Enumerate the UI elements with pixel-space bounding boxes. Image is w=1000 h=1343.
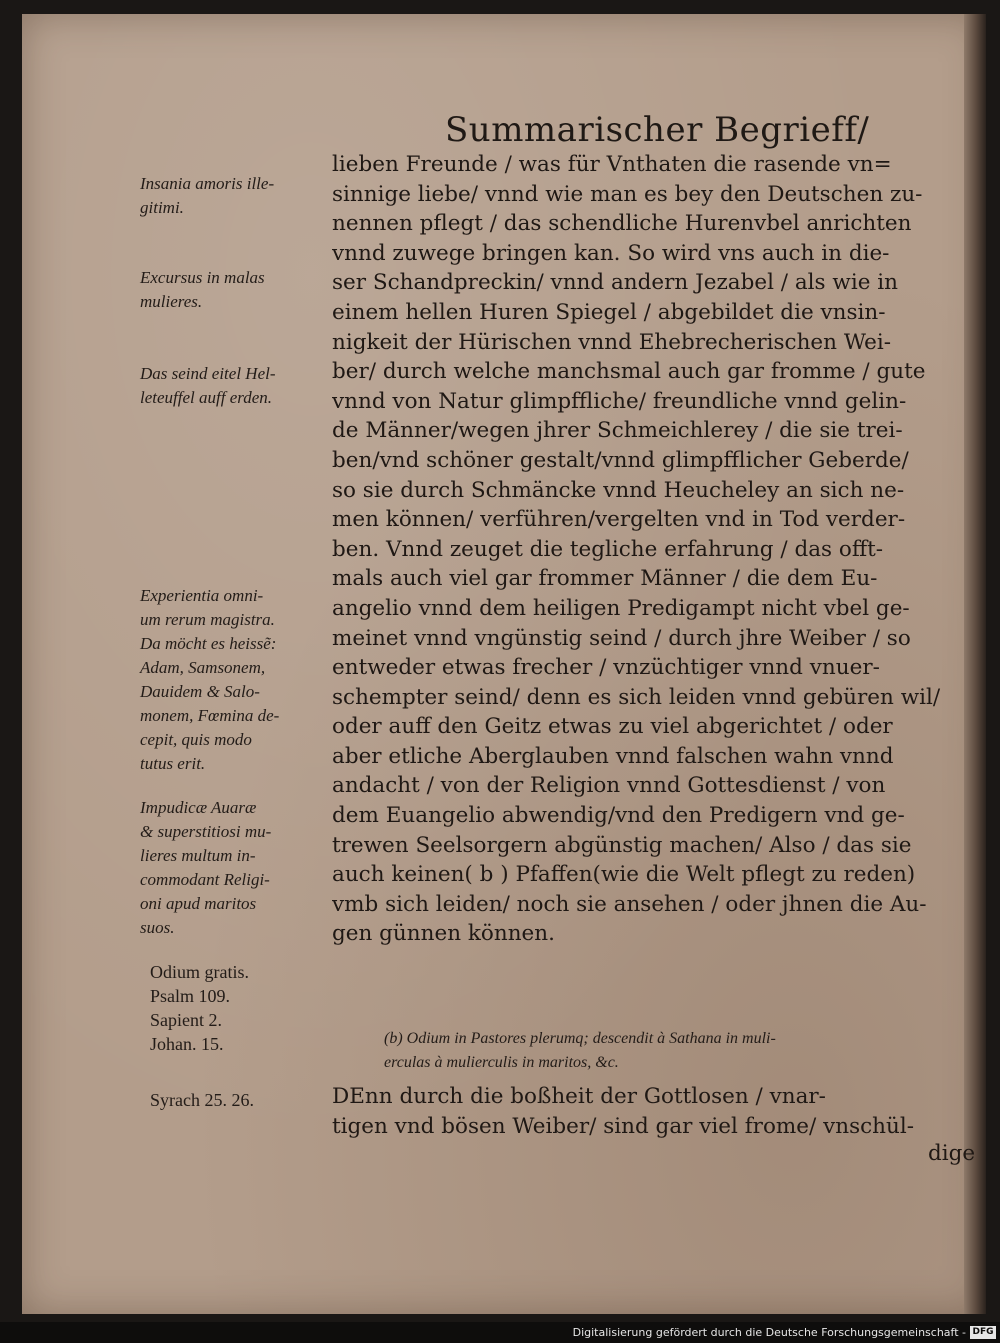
text-line: vmb sich leiden/ noch sie ansehen / oder jhnen die Au- — [332, 891, 927, 917]
text-line: sinnige liebe/ vnnd wie man es bey den Deutschen zu- — [332, 181, 923, 207]
body-text-continued — [332, 1082, 962, 1141]
text-line: ben/vnd schöner gestalt/vnnd glimpfflicher Geberde/ — [332, 447, 909, 473]
text-line: angelio vnnd dem heiligen Predigampt nicht vbel ge- — [332, 595, 910, 621]
text-line: lieben Freunde / was für Vnthaten die rasende vn= — [332, 152, 892, 177]
text-line: tigen vnd bösen Weiber/ sind gar viel frome/ vnschül- — [332, 1113, 914, 1139]
text-line: DEnn durch die boßheit der Gottlosen / vnar- — [332, 1084, 826, 1109]
text-line: nennen pflegt / das schendliche Hurenvbel anrichten — [332, 211, 912, 237]
text-line: meinet vnnd vngünstig seind / durch jhre Weiber / so — [332, 625, 911, 651]
text-line: nigkeit der Hürischen vnnd Ehebrecherischen Wei- — [332, 329, 892, 355]
margin-note: Insania amoris ille- gitimi. — [140, 174, 275, 217]
body-text — [332, 150, 962, 949]
text-line: oder auff den Geitz etwas zu viel abgerichtet / oder — [332, 714, 893, 740]
margin-reference: Syrach 25. 26. — [150, 1090, 254, 1110]
text-line: men können/ verführen/vergelten vnd in Tod verder- — [332, 507, 906, 533]
text-line: so sie durch Schmäncke vnnd Heucheley an sich ne- — [332, 477, 905, 503]
text-line: ben. Vnnd zeuget die tegliche erfahrung / das offt- — [332, 536, 884, 562]
text-line: andacht / von der Religion vnnd Gottesdienst / von — [332, 773, 886, 799]
catchword: dige — [928, 1141, 976, 1166]
text-line: gen günnen können. — [332, 921, 555, 947]
text-line: ser Schandpreckin/ vnnd andern Jezabel / als wie in — [332, 270, 898, 296]
text-line: vnnd von Natur glimpffliche/ freundliche vnnd gelin- — [332, 388, 907, 414]
running-head: Summarischer Begrieff/ — [445, 110, 870, 150]
text-line: vnnd zuwege bringen kan. So wird vns auch in die- — [332, 240, 890, 266]
margin-note: Impudicæ Auaræ & superstitiosi mu- lieres multum in- commodant Religi- oni apud maritos suos. — [140, 798, 272, 937]
text-line: schempter seind/ denn es sich leiden vnnd gebüren wil/ — [332, 684, 941, 710]
text-line: dem Euangelio abwendig/vnd den Predigern vnd ge- — [332, 803, 905, 829]
text-line: trewen Seelsorgern abgünstig machen/ Also / das sie — [332, 832, 912, 858]
footnote — [384, 1027, 944, 1075]
margin-note: Experientia omni- um rerum magistra. Da möcht es heissẽ: Adam, Samsonem, Dauidem & Salo- monem, Fœmina de- cepit, quis modo tutus erit. — [140, 586, 280, 773]
text-line: aber etliche Aberglauben vnnd falschen wahn vnnd — [332, 743, 894, 769]
margin-note: Das seind eitel Hel- leteuffel auff erden. — [140, 364, 276, 407]
margin-note: Excursus in malas mulieres. — [140, 268, 265, 311]
text-line: auch keinen( b ) Pfaffen(wie die Welt pflegt zu reden) — [332, 862, 916, 888]
margin-reference: Odium gratis. Psalm 109. Sapient 2. Johan. 15. — [150, 962, 249, 1054]
text-line: einem hellen Huren Spiegel / abgebildet die vnsin- — [332, 299, 886, 325]
text-line: de Männer/wegen jhrer Schmeichlerey / die sie trei- — [332, 418, 903, 444]
text-line: mals auch viel gar frommer Männer / die dem Eu- — [332, 566, 878, 592]
footnote-text: (b) Odium in Pastores plerumq; descendit à Sathana in muli- erculas à mulierculis in maritos, &c. — [384, 1030, 776, 1071]
text-line: entweder etwas frecher / vnzüchtiger vnnd vnuer- — [332, 655, 880, 681]
footer-credit: Digitalisierung gefördert durch die Deutsche Forschungsgemeinschaft - — [572, 1326, 966, 1339]
text-line: ber/ durch welche manchsmal auch gar fromme / gute — [332, 359, 926, 385]
dfg-logo: DFG — [970, 1326, 996, 1339]
footer-bar — [0, 1322, 1000, 1343]
page-gutter — [964, 14, 986, 1314]
